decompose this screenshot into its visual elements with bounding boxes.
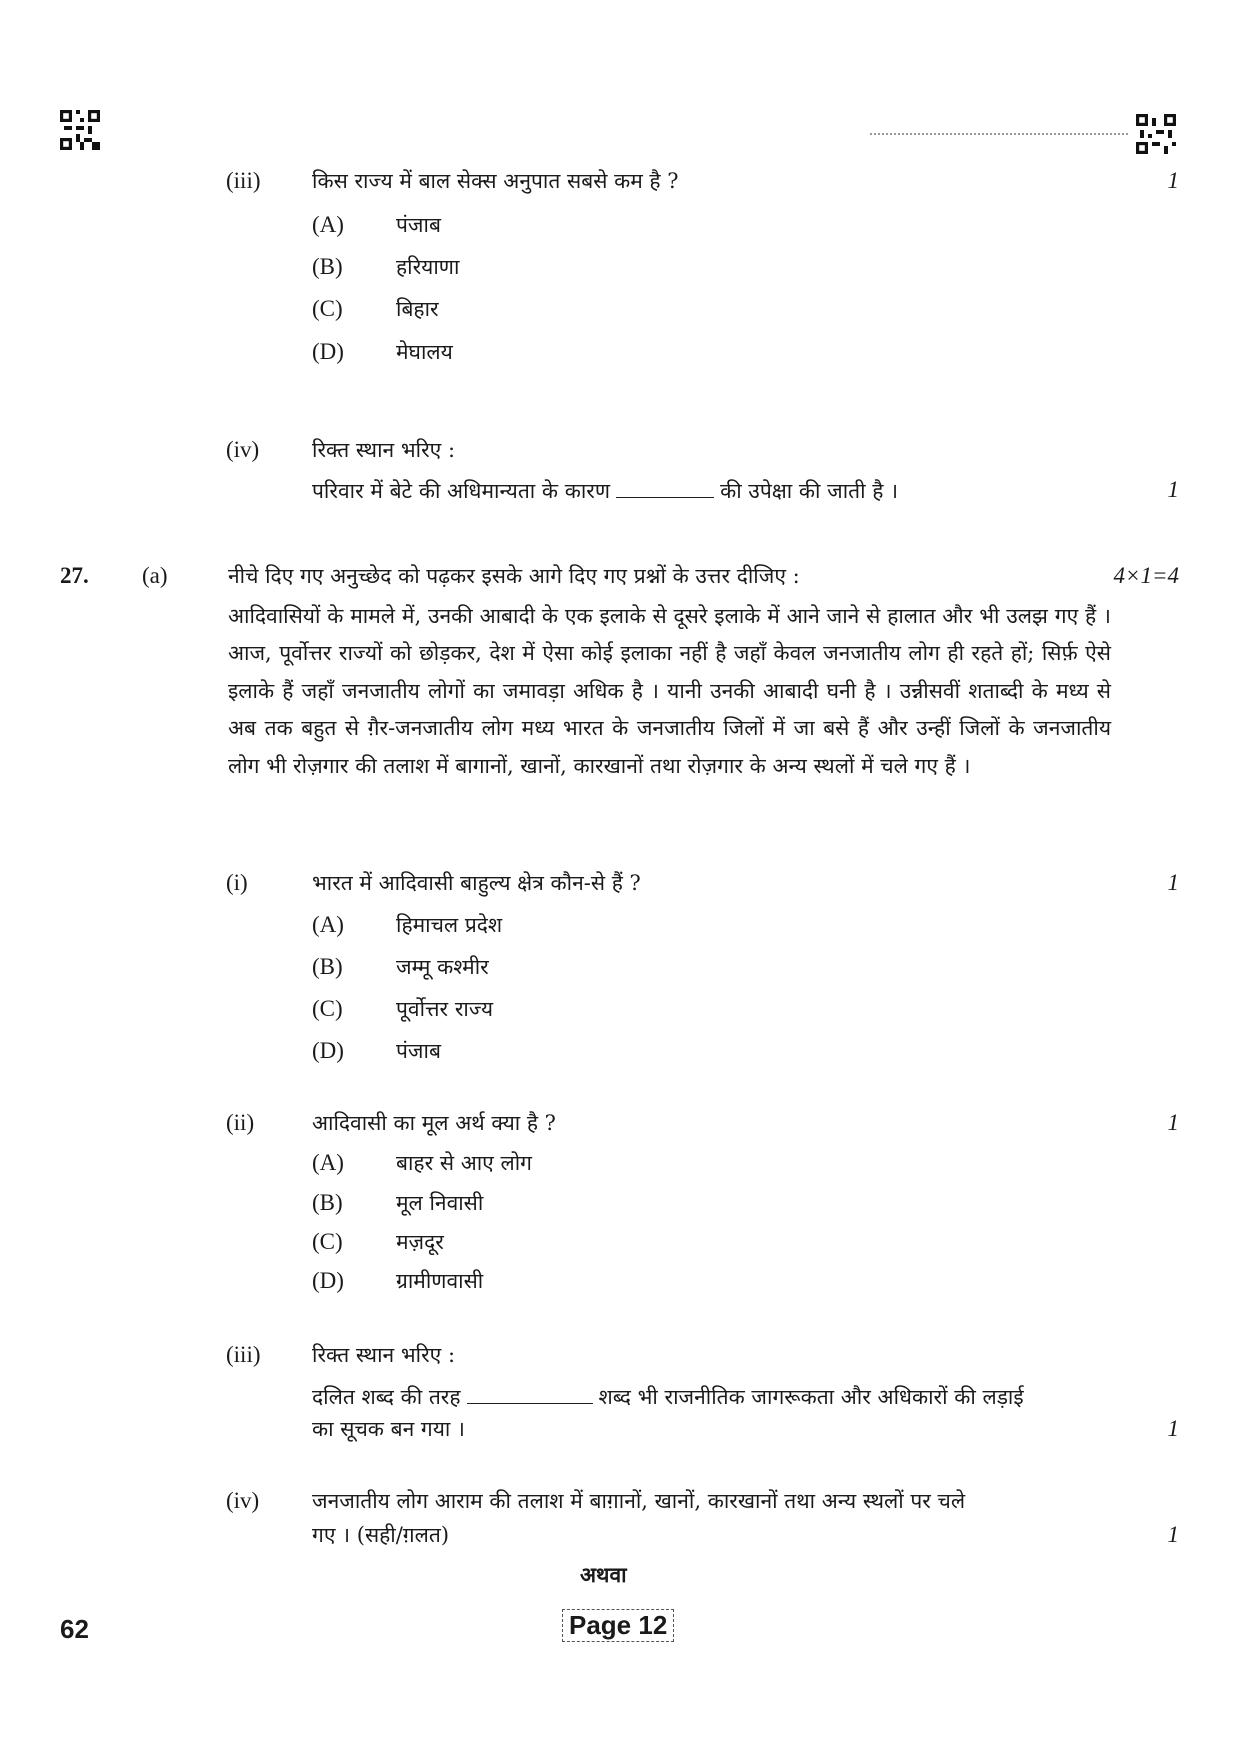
option-label: (A) xyxy=(312,212,344,237)
option-label: (A) xyxy=(312,912,344,937)
option-label: (A) xyxy=(312,1150,344,1175)
question-text xyxy=(312,1381,1024,1412)
question-text-part: परिवार में बेटे की अधिमान्यता के कारण xyxy=(312,479,611,503)
option-text: पूर्वोत्तर राज्य xyxy=(396,997,494,1021)
question-text: रिक्त स्थान भरिए : xyxy=(312,438,456,462)
question-text: जनजातीय लोग आराम की तलाश में बाग़ानों, खानों, कारखानों तथा अन्य स्थलों पर चले xyxy=(312,1489,966,1513)
marks: 1 xyxy=(1167,870,1179,895)
question-text-part: की उपेक्षा की जाती है । xyxy=(720,479,899,503)
option-label: (C) xyxy=(312,1229,343,1254)
header-dotted-line xyxy=(870,133,1128,135)
fill-blank xyxy=(616,475,714,498)
marks: 1 xyxy=(1167,477,1179,502)
question-text: का सूचक बन गया । xyxy=(312,1417,465,1441)
question-number: (iii) xyxy=(226,1342,261,1367)
option-text: हरियाणा xyxy=(396,255,460,279)
question-text-part: दलित शब्द की तरह xyxy=(312,1385,461,1409)
option-label: (C) xyxy=(312,296,343,321)
question-text-part: शब्द भी राजनीतिक जागरूकता और अधिकारों की लड़ाई xyxy=(598,1385,1024,1409)
option-text: मज़दूर xyxy=(396,1230,444,1254)
page-number: Page 12 xyxy=(562,1609,674,1642)
fill-blank xyxy=(467,1381,593,1404)
question-number: (i) xyxy=(226,870,248,895)
option-label: (B) xyxy=(312,254,343,279)
question-text xyxy=(312,475,898,506)
option-label: (D) xyxy=(312,1268,344,1293)
question-number: (iii) xyxy=(226,168,261,193)
marks: 1 xyxy=(1167,1522,1179,1547)
option-text: हिमाचल प्रदेश xyxy=(396,913,503,937)
or-separator: अथवा xyxy=(580,1562,627,1587)
question-number: (ii) xyxy=(226,1110,255,1135)
question-number: (iv) xyxy=(226,1488,260,1513)
question-text: किस राज्य में बाल सेक्स अनुपात सबसे कम है ? xyxy=(312,169,679,193)
passage: आदिवासियों के मामले में, उनकी आबादी के एक इलाके से दूसरे इलाके में आने जाने से हालात और भी उलझ गए हैं । आज, पूर्वोत्तर राज्यों को छोड़कर, देश में ऐसा कोई इलाका नहीं है जहाँ केवल जनजातीय लोग ही रहते हों; सिर्फ़ ऐसे इलाके हैं जहाँ जनजातीय लोगों का जमावड़ा अधिक है । यानी उनकी आबादी घनी है । उन्नीसवीं शताब्दी के मध्य से अब तक बहुत से ग़ैर-जनजातीय लोग मध्य भारत के जनजातीय जिलों में जा बसे हैं और उन्हीं जिलों के जनजातीय लोग भी रोज़गार की तलाश में बागानों, खानों, कारखानों तथा रोज़गार के अन्य स्थलों में चले गए हैं । xyxy=(228,604,1111,778)
option-label: (B) xyxy=(312,1190,343,1215)
option-label: (C) xyxy=(312,996,343,1021)
option-label: (B) xyxy=(312,954,343,979)
marks: 1 xyxy=(1167,168,1179,193)
question-text: रिक्त स्थान भरिए : xyxy=(312,1343,456,1367)
option-text: मूल निवासी xyxy=(396,1191,484,1215)
option-label: (D) xyxy=(312,1038,344,1063)
marks: 1 xyxy=(1167,1110,1179,1135)
option-text: पंजाब xyxy=(396,213,441,237)
option-label: (D) xyxy=(312,339,344,364)
question-part: (a) xyxy=(142,563,168,588)
page-code: 62 xyxy=(60,1614,89,1644)
option-text: ग्रामीणवासी xyxy=(396,1269,484,1293)
option-text: पंजाब xyxy=(396,1039,441,1063)
marks: 4×1=4 xyxy=(1113,563,1179,588)
qr-code-icon-right xyxy=(1136,114,1176,154)
question-text: भारत में आदिवासी बाहुल्य क्षेत्र कौन-से हैं ? xyxy=(312,871,641,895)
question-number: 27. xyxy=(60,563,89,588)
question-text: गए । (सही/ग़लत) xyxy=(312,1523,450,1547)
qr-code-icon-left xyxy=(60,110,100,150)
marks: 1 xyxy=(1167,1416,1179,1441)
instruction-text: नीचे दिए गए अनुच्छेद को पढ़कर इसके आगे दिए गए प्रश्नों के उत्तर दीजिए : xyxy=(228,564,800,588)
option-text: बाहर से आए लोग xyxy=(396,1151,532,1175)
question-number: (iv) xyxy=(226,437,260,462)
option-text: जम्मू कश्मीर xyxy=(396,955,489,979)
question-text: आदिवासी का मूल अर्थ क्या है ? xyxy=(312,1111,556,1135)
option-text: बिहार xyxy=(396,297,439,321)
option-text: मेघालय xyxy=(396,340,453,364)
